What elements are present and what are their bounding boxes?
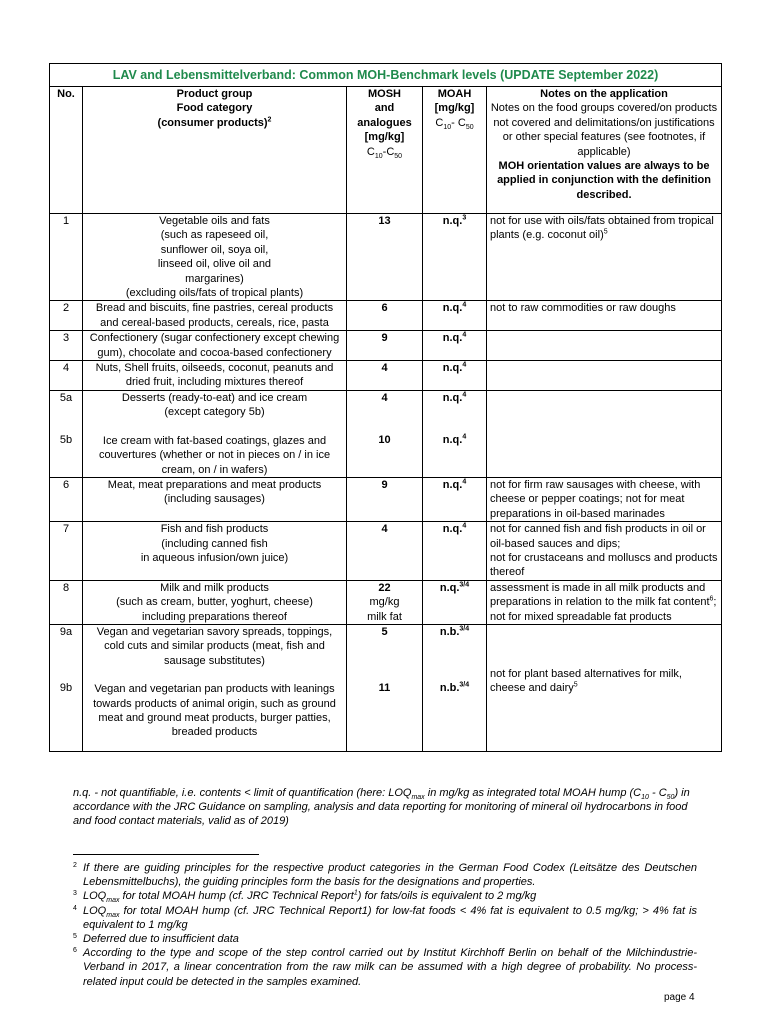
table-row: 8 Milk and milk products (such as cream, butter, yoghurt, cheese) including preparations thereof 22 mg/kg milk fat n.q.$^{3/4}$ assessment is made in all milk products and preparations in relation to the milk fat content$^6$; not for mixed spreadable fat products <box>50 580 722 624</box>
mosh-range: $C_{10}-C_{50}$ <box>366 145 403 160</box>
table-row: 7 Fish and fish products (including canned fish in aqueous infusion/own juice) 4 n.q.$^4$ not for canned fish and fish products in oil or oil-based sauces and dips; not for crustaceans and molluscs and products thereof <box>50 522 722 581</box>
header-product-group: Product group Food category (consumer products)$^2$ <box>83 87 347 214</box>
footnote: 2 If there are guiding principles for the respective product categories in the German Food Codex (Leitsätze des Deutschen Lebensmittelbuchs), the guiding principles form the basis for the designations and properties. <box>73 862 697 889</box>
nq-definition-note: n.q. - not quantifiable, i.e. contents < limit of quantification (here: $LOQ_{max}$ in mg/kg as integrated total MOAH hump $(C_{10} - C_{50})$ in accordance with the JRC Guidance on sampling, analysis and data reporting for monitoring of mineral oil hydrocarbons in food and food contact materials, valid as of 2019) <box>73 787 690 827</box>
table-row: 1 Vegetable oils and fats (such as rapeseed oil, sunflower oil, soya oil, linseed oil, olive oil and margarines) (excluding oils/fats of tropical plants) 13 n.q.$^3$ not for use with oils/fats obtained from tropical plants (e.g. coconut oil)$^5$ <box>50 214 722 301</box>
footnote-separator <box>73 854 259 855</box>
header-notes: Notes on the application Notes on the food groups covered/on products not covered and delimitations/on justifications or other special features (see footnotes, if applicable) MOH orientation values are always to be applied in conjunction with the definition described. <box>487 87 722 214</box>
header-moah: MOAH [mg/kg] $C_{10}-$ $C_{50}$ <box>423 87 487 214</box>
footnote: 3 $LOQ_{max}$ for total MOAH hump (cf. JRC Technical Report$^1$) for fats/oils is equivalent to 2 mg/kg <box>73 889 537 905</box>
header-mosh: MOSH and analogues [mg/kg] $C_{10}-C_{50}$ <box>347 87 423 214</box>
footnotes <box>73 861 697 989</box>
table-row: 5a 5b Desserts (ready-to-eat) and ice cream (except category 5b) Ice cream with fat-based coatings, glazes and couvertures (whether or not in pieces on / in ice cream, on / in wafers) 4 10 n.q.$^4$ n.q.$^4$ <box>50 390 722 477</box>
table-row: 2 Bread and biscuits, fine pastries, cereal products and cereal-based products, cereals, rice, pasta 6 n.q.$^4$ not to raw commodities or raw doughs <box>50 301 722 331</box>
moh-benchmark-table <box>49 63 722 752</box>
table-header-row <box>50 87 722 214</box>
page-number: page 4 <box>664 992 695 1003</box>
moah-range: $C_{10}-$ $C_{50}$ <box>435 116 474 131</box>
footnote: 6 According to the type and scope of the step control carried out by Institut Kirchhoff Berlin on behalf of the Milchindustrie-Verband in 2017, a linear concentration from the raw milk can be assumed with a high degree of probability. No process-related input could be detected in the samples examined. <box>73 947 697 988</box>
table-row: 3 Confectionery (sugar confectionery except chewing gum), chocolate and cocoa-based confectionery 9 n.q.$^4$ <box>50 331 722 361</box>
table-row: 4 Nuts, Shell fruits, oilseeds, coconut, peanuts and dried fruit, including mixtures thereof 4 n.q.$^4$ <box>50 361 722 391</box>
table-row: 6 Meat, meat preparations and meat products (including sausages) 9 n.q.$^4$ not for firm raw sausages with cheese, with cheese or pepper coatings; not for meat preparations in oil-based marinades <box>50 477 722 521</box>
header-no: No. <box>50 87 83 214</box>
table-row: 9a 9b Vegan and vegetarian savory spreads, toppings, cold cuts and similar products (meat, fish and sausage substitutes) Vegan and vegetarian pan products with leanings towards products of animal origin, such as ground meat and ground meat products, burger patties, breaded products 5 11 n.b.$^{3/4}$ n.b.$^{3/4}$ not for plant based alternatives for milk, cheese and dairy$^5$ <box>50 624 722 751</box>
footnote: 5 Deferred due to insufficient data <box>73 933 239 946</box>
table-title: LAV and Lebensmittelverband: Common MOH-Benchmark levels (UPDATE September 2022) <box>50 64 722 87</box>
footnote: 4 $LOQ_{max}$ for total MOAH hump (cf. JRC Technical Report1) for low-fat foods < 4% fat is equivalent to 0.5 mg/kg; > 4% fat is equivalent to 1 mg/kg <box>73 904 697 931</box>
